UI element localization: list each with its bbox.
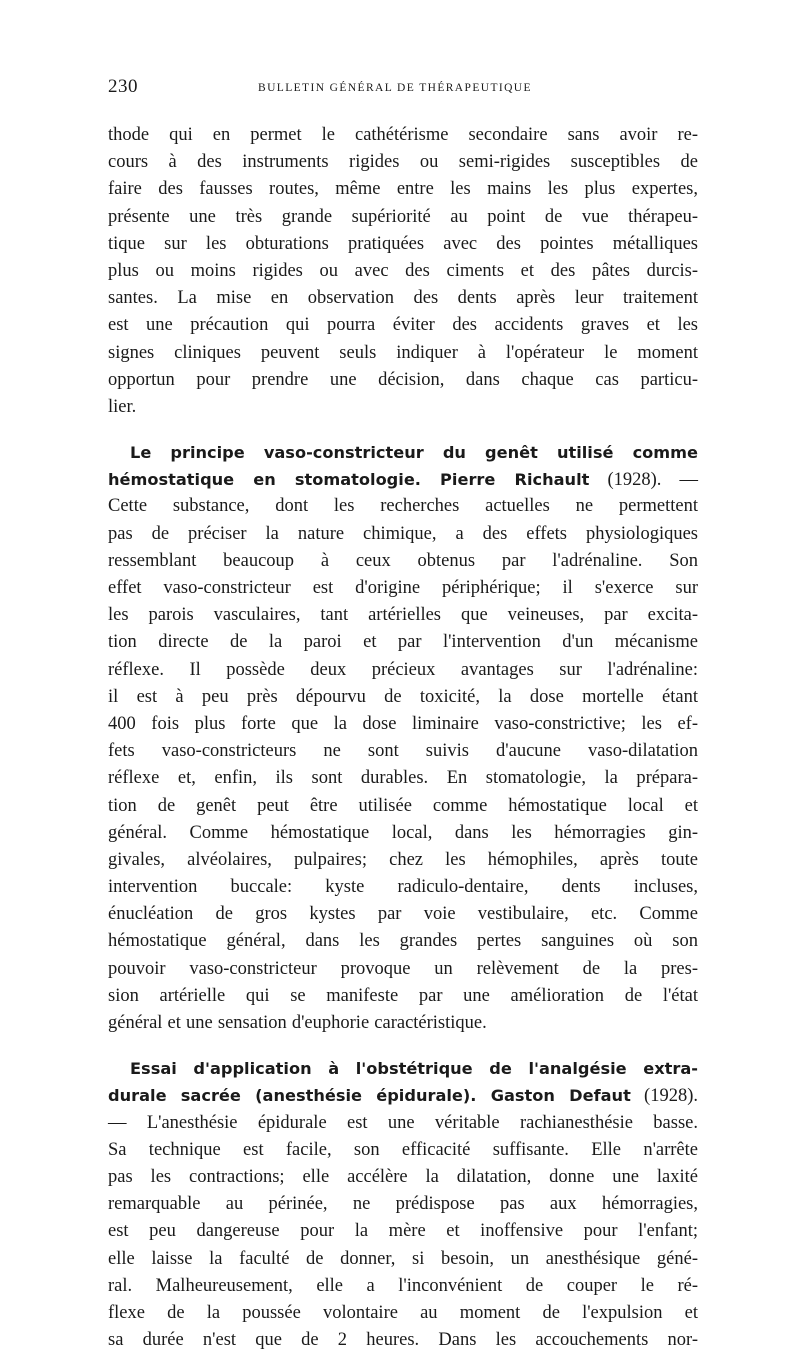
text-line: plus ou moins rigides ou avec des ciments et des pâtes durcis- (108, 260, 698, 281)
text-line: général. Comme hémostatique local, dans les hémorragies gin- (108, 822, 698, 843)
text-line: lier. (108, 396, 137, 417)
text-line: pas de préciser la nature chimique, a des effets physiologiques (108, 523, 698, 544)
article-title-line (108, 1082, 698, 1109)
article-title-line (108, 466, 698, 493)
text-line: 400 fois plus forte que la dose liminaire vaso-constrictive; les ef- (108, 713, 698, 734)
article-genet-hemostatique (108, 439, 698, 1037)
text-line: réflexe. Il possède deux précieux avantages sur l'adrénaline: (108, 659, 698, 680)
page-number: 230 (108, 76, 138, 97)
text-line: sa durée n'est que de 2 heures. Dans les accouchements nor- (108, 1330, 698, 1351)
text-line: opportun pour prendre une décision, dans chaque cas particu- (108, 369, 698, 390)
article-title-line (108, 439, 698, 466)
text-line: faire des fausses routes, même entre les mains les plus expertes, (108, 179, 698, 200)
text-line: général et une sensation d'euphorie caractéristique. (108, 1013, 487, 1033)
journal-title: BULLETIN GÉNÉRAL DE THÉRAPEUTIQUE (258, 82, 532, 94)
text-line: tion directe de la paroi et par l'intervention d'un mécanisme (108, 632, 698, 653)
article-year: (1928). (630, 1086, 698, 1107)
text-line: énucléation de gros kystes par voie vestibulaire, etc. Comme (108, 904, 698, 925)
text-line: réflexe et, enfin, ils sont durables. En stomatologie, la prépara- (108, 768, 698, 789)
text-line: Cette substance, dont les recherches actuelles ne permettent (108, 496, 698, 517)
text-line: hémostatique général, dans les grandes pertes sanguines où son (108, 931, 698, 952)
text-line: pas les contractions; elle accélère la dilatation, donne une laxité (108, 1166, 698, 1187)
text-line: sion artérielle qui se manifeste par une amélioration de l'état (108, 985, 698, 1006)
text-line: ral. Malheureusement, elle a l'inconvénient de couper le ré- (108, 1275, 698, 1296)
article-title: Le principe vaso-constricteur du genêt utilisé comme (130, 443, 698, 463)
text-line: Sa technique est facile, son efficacité suffisante. Elle n'arrête (108, 1139, 698, 1160)
article-year: (1928). — (589, 470, 698, 491)
text-line: les parois vasculaires, tant artérielles que veineuses, par excita- (108, 605, 698, 626)
text-line: est peu dangereuse pour la mère et inoffensive pour l'enfant; (108, 1221, 698, 1242)
text-line: intervention buccale: kyste radiculo-dentaire, dents incluses, (108, 877, 698, 898)
article-title-author: hémostatique en stomatologie. Pierre Richault (108, 470, 590, 490)
text-line: fets vaso-constricteurs ne sont suivis d'aucune vaso-dilatation (108, 741, 698, 762)
text-line: effet vaso-constricteur est d'origine périphérique; il s'exerce sur (108, 578, 698, 598)
text-line: présente une très grande supériorité au point de vue thérapeu- (108, 206, 698, 227)
text-line: signes cliniques peuvent seuls indiquer à l'opérateur le moment (108, 342, 698, 363)
text-line: flexe de la poussée volontaire au moment de l'expulsion et (108, 1302, 698, 1323)
article-title-author: durale sacrée (anesthésie épidurale). Gaston Defaut (108, 1086, 631, 1106)
text-line: ressemblant beaucoup à ceux obtenus par l'adrénaline. Son (108, 550, 698, 571)
text-line: tique sur les obturations pratiquées avec des pointes métalliques (108, 233, 698, 254)
text-line: santes. La mise en observation des dents après leur traitement (108, 288, 698, 309)
text-line: est une précaution qui pourra éviter des accidents graves et les (108, 315, 698, 336)
text-line: il est à peu près dépourvu de toxicité, la dose mortelle étant (108, 686, 698, 707)
text-line: elle laisse la faculté de donner, si besoin, un anesthésique géné- (108, 1248, 698, 1269)
text-line: — L'anesthésie épidurale est une véritable rachianesthésie basse. (108, 1112, 698, 1133)
running-head (108, 72, 698, 102)
text-line: givales, alvéolaires, pulpaires; chez les hémophiles, après toute (108, 849, 698, 870)
article-title: Essai d'application à l'obstétrique de l'analgésie extra- (130, 1059, 698, 1079)
article-title-line (108, 1055, 698, 1082)
page (108, 72, 698, 1354)
text-line: pouvoir vaso-constricteur provoque un relèvement de la pres- (108, 958, 698, 979)
continued-paragraph (108, 122, 698, 421)
text-line: cours à des instruments rigides ou semi-rigides susceptibles de (108, 152, 698, 173)
text-line: remarquable au périnée, ne prédispose pas aux hémorragies, (108, 1194, 698, 1215)
text-line: thode qui en permet le cathétérisme secondaire sans avoir re- (108, 125, 698, 145)
text-line: tion de genêt peut être utilisée comme hémostatique local et (108, 795, 698, 816)
article-anesthesie-epidurale (108, 1055, 698, 1354)
